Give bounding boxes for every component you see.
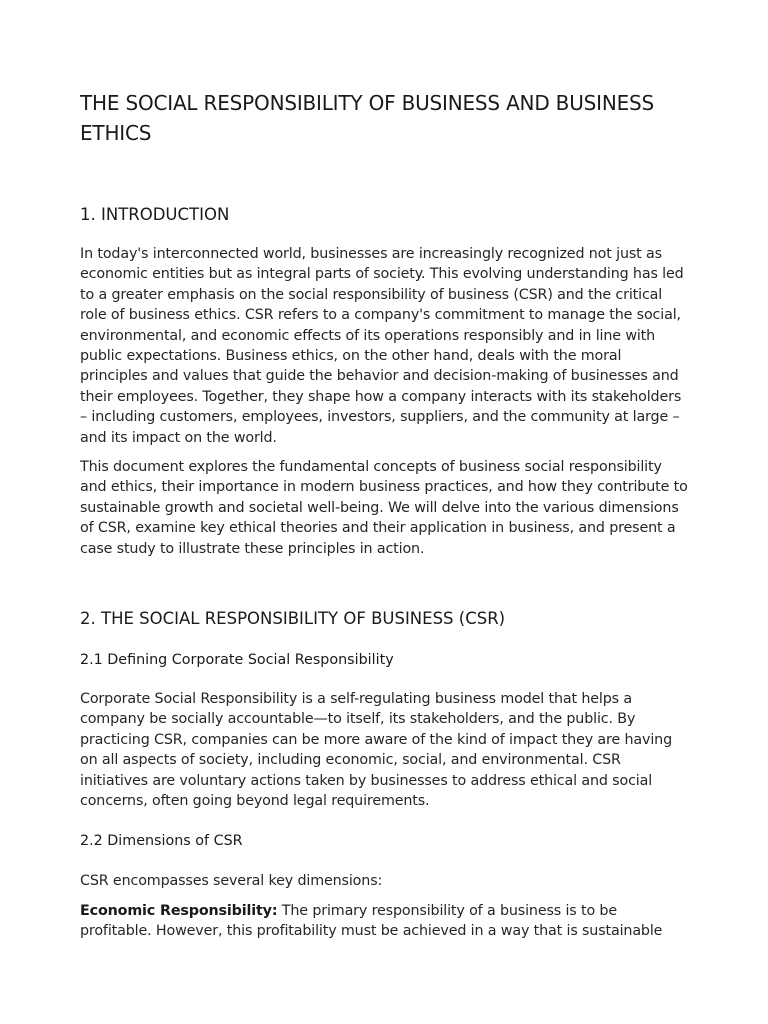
dimension-term: Economic Responsibility: [80, 903, 278, 919]
intro-paragraph-1: In today's interconnected world, businesses are increasingly recognized not just as economic entities but as integral parts of society. This evolving understanding has led to a greater emphasis on the social responsibility of business (CSR) and the critical role of business ethics. CSR refers to a company's commitment to manage the social, environmental, and economic effects of its operations responsibly and in line with public expectations. Business ethics, on the other hand, deals with the moral principles and values that guide the behavior and decision-making of businesses and their employees. Together, they shape how a company interacts with its stakeholders – including customers, employees, investors, suppliers, and the community at large – and its impact on the world. [80, 246, 684, 446]
dimension-text: The primary responsibility of a business is to be profitable. However, this profitability must be achieved in a way that is sustainable [80, 903, 663, 940]
document-title: THE SOCIAL RESPONSIBILITY OF BUSINESS AND BUSINESS ETHICS [80, 91, 655, 145]
defining-csr-paragraph: Corporate Social Responsibility is a self-regulating business model that helps a company be socially accountable—to itself, its stakeholders, and the public. By practicing CSR, companies can be more aware of the kind of impact they are having on all aspects of society, including economic, social, and environmental. CSR initiatives are voluntary actions taken by businesses to address ethical and social concerns, often going beyond legal requirements. [80, 691, 672, 810]
subsection-heading-dimensions: 2.2 Dimensions of CSR [80, 833, 243, 849]
section-heading-csr: 2. THE SOCIAL RESPONSIBILITY OF BUSINESS (CSR) [80, 609, 506, 628]
subsection-heading-defining-csr: 2.1 Defining Corporate Social Responsibility [80, 652, 394, 668]
dimension-item-economic [80, 901, 692, 942]
dimensions-intro: CSR encompasses several key dimensions: [80, 873, 383, 889]
intro-paragraph-2: This document explores the fundamental concepts of business social responsibility and ethics, their importance in modern business practices, and how they contribute to sustainable growth and societal well-being. We will delve into the various dimensions of CSR, examine key ethical theories and their application in business, and present a case study to illustrate these principles in action. [80, 459, 688, 557]
section-heading-introduction: 1. INTRODUCTION [80, 205, 230, 224]
